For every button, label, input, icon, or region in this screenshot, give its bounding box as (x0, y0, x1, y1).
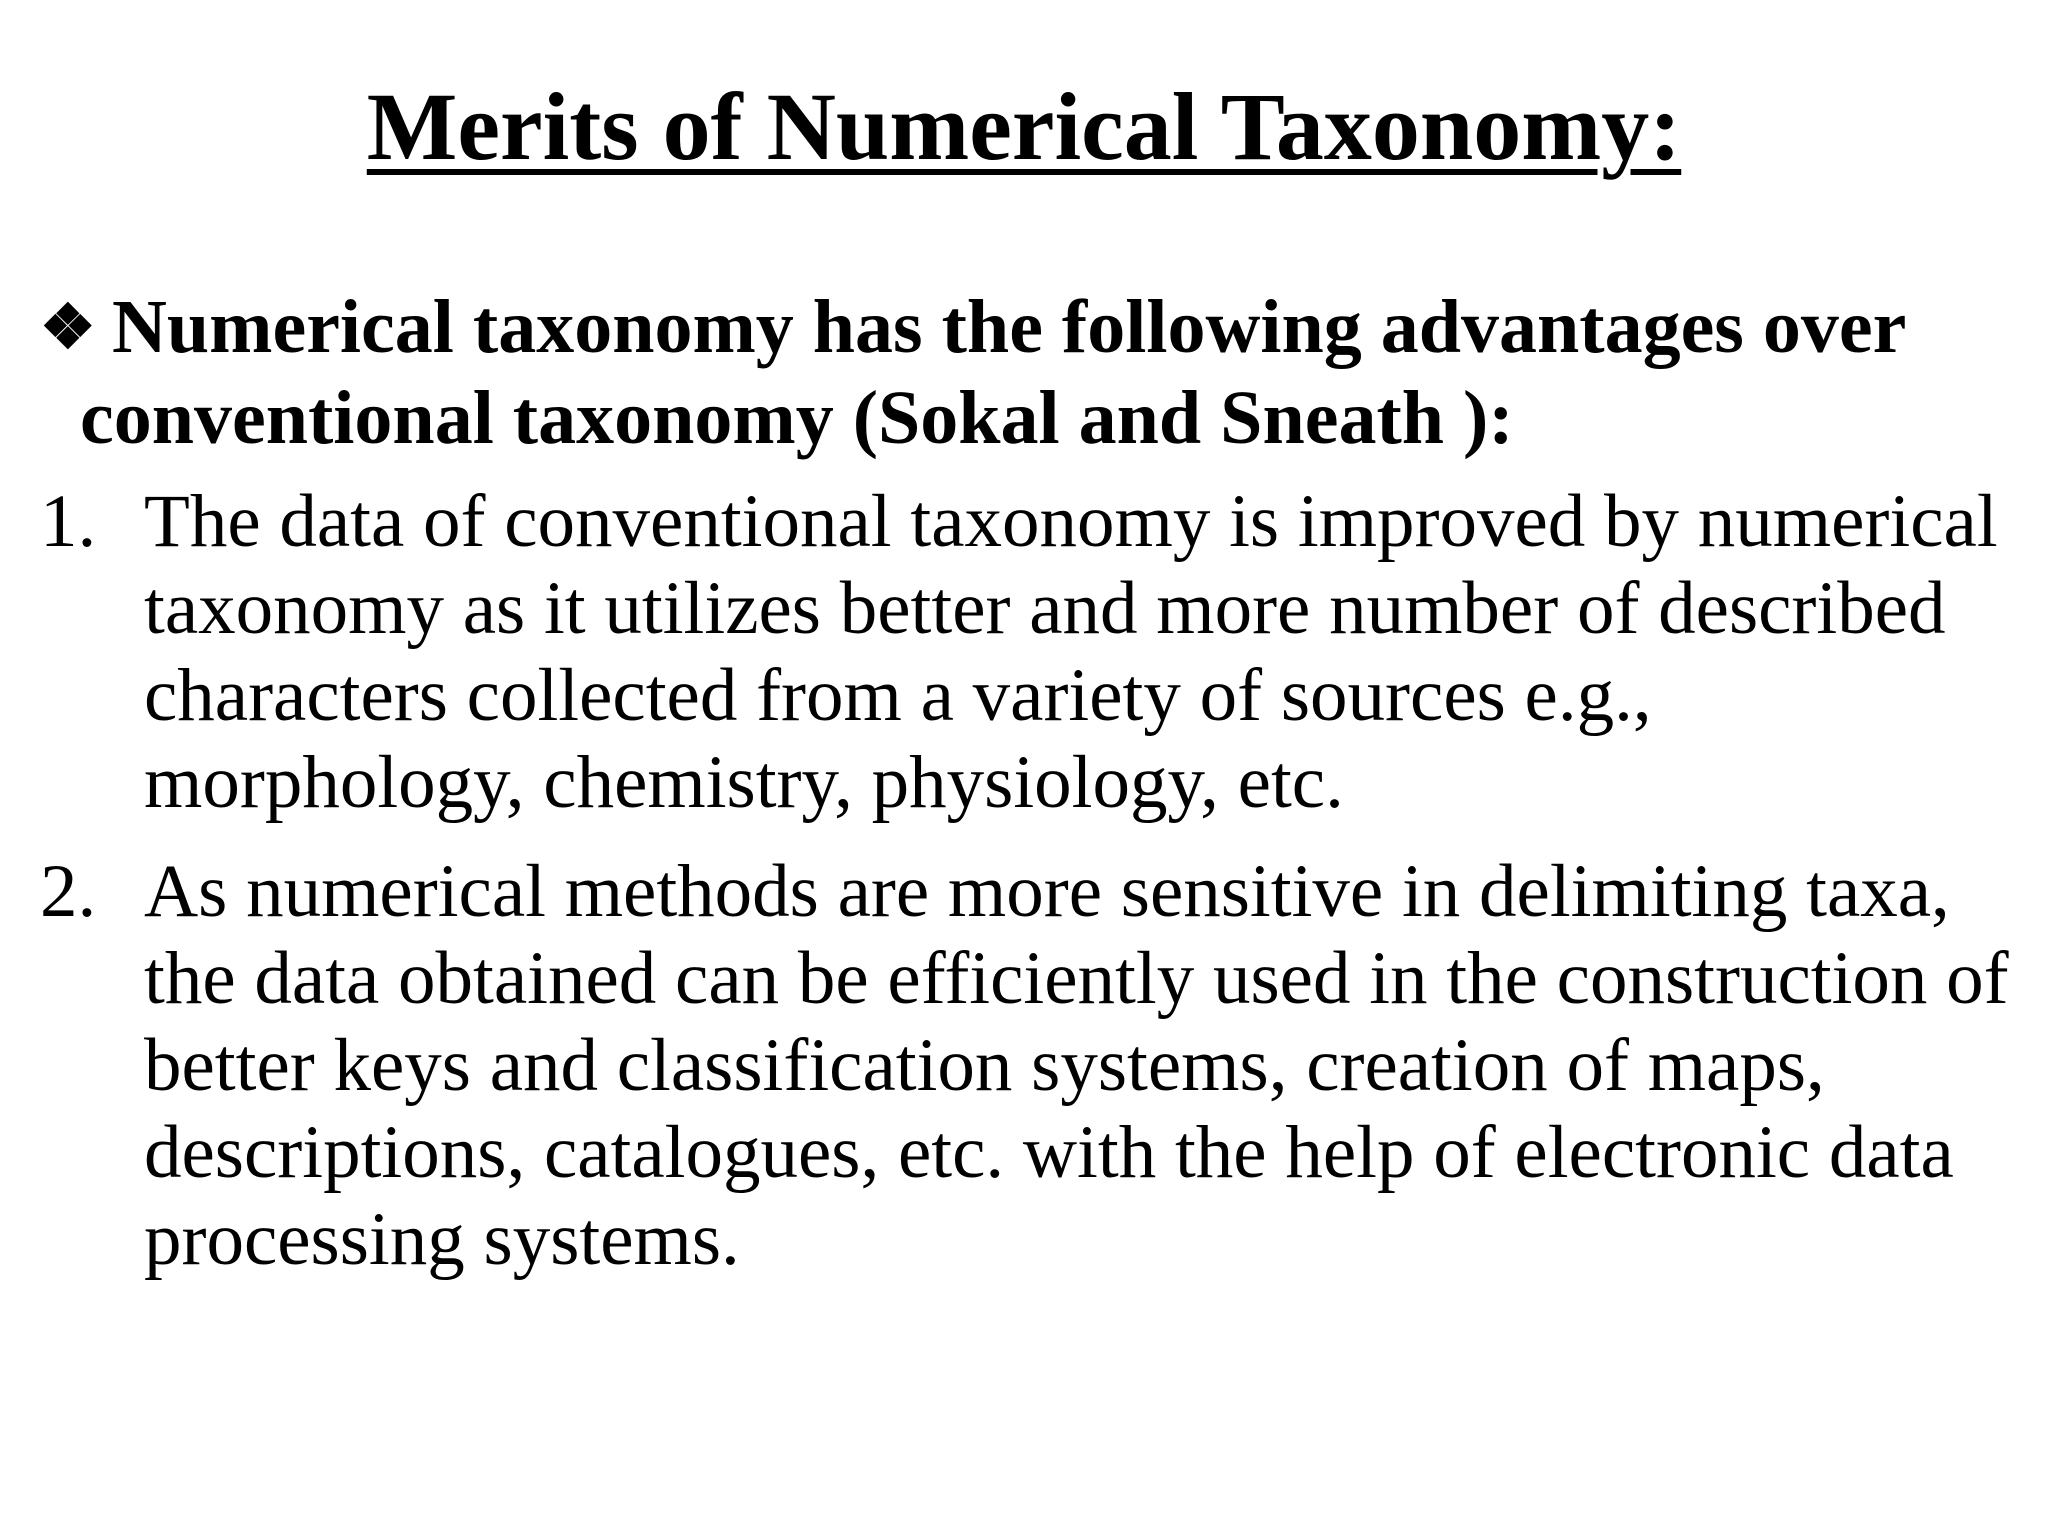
intro-line-1: Numerical taxonomy has the following advantages over (112, 285, 1907, 369)
slide-title (0, 72, 2048, 182)
list-item (40, 848, 2020, 1283)
list-item-number: 1. (40, 480, 97, 563)
intro-paragraph (40, 282, 2020, 463)
diamond-bullet-icon: ❖ (40, 294, 96, 362)
list-item-number: 2. (40, 850, 97, 933)
merits-list (40, 478, 2020, 1305)
intro-line-2: conventional taxonomy (Sokal and Sneath ): (80, 376, 1514, 460)
list-item (40, 478, 2020, 826)
slide-title-text: Merits of Numerical Taxonomy: (366, 73, 1682, 180)
list-item-text: As numerical methods are more sensitive in delimiting taxa, the data obtained can be efficiently used in the construction of better keys and classification systems, creation of maps, descriptions, catalogues, etc. with the help of electronic data processing systems. (144, 850, 2009, 1281)
list-item-text: The data of conventional taxonomy is improved by numerical taxonomy as it utilizes better and more number of described characters collected from a variety of sources e.g., morphology, chemistry, physiology, etc. (144, 480, 1998, 824)
